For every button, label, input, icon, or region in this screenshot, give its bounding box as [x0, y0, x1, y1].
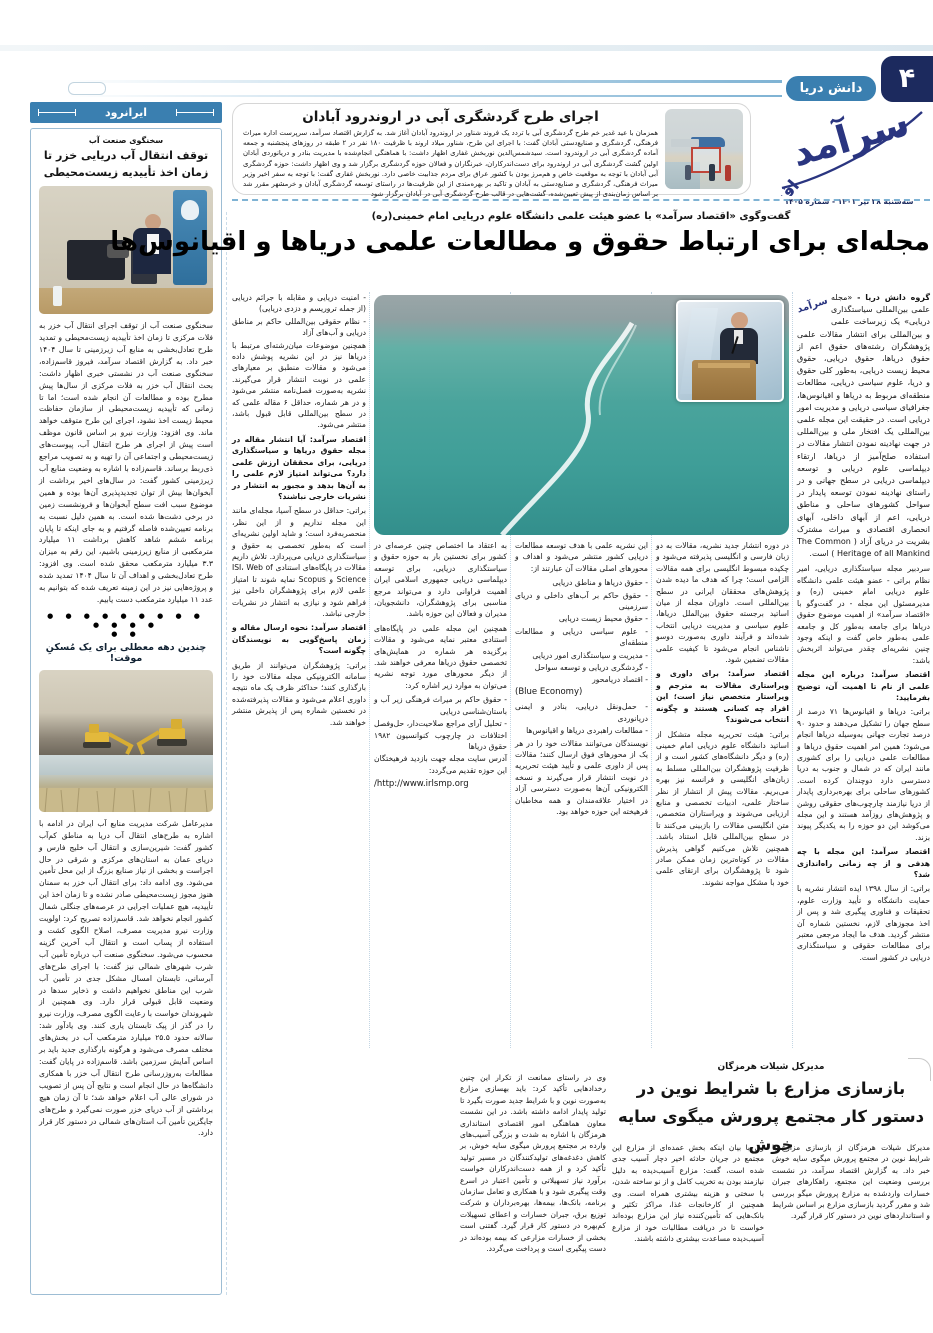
header-ornament-left — [38, 112, 76, 113]
body-paragraph: - حقوق حاکم بر میراث فرهنگی زیر آب و باستان‌شناسی دریایی — [374, 695, 507, 716]
interview-column-3 — [515, 540, 648, 1048]
body-paragraph: براتی: از سال ۱۳۹۸ ایده انتشار نشریه با حمایت دانشگاه و تأیید وزارت علوم، تحقیقات و فناوری پیگیری شد و پس از اخذ مجوزهای لازم، نخستین شماره آن منتشر گردید. هدف ما ایجاد مرجعی معتبر برای مطالعات حقوقی و سیاستگذاری دریایی در کشور است. — [797, 884, 930, 962]
top-article — [232, 103, 751, 199]
sidebar-kicker: سخنگوی صنعت آب — [88, 136, 164, 145]
shrimp-kicker: مدیرکل شیلات هرمزگان — [717, 1062, 825, 1072]
podium-top — [698, 363, 750, 368]
top-article-body: همزمان با عید غدیر خم طرح گردشگری آبی با تردد یک فروند شناور در اروندرود آبادان آغاز شد. به گزارش اقتصاد سرآمد، سرپرست اداره میراث فرهنگی، گردشگری و صنایع‌دستی آبادان گفت: با اجرای این طرح، شناور میلاد اروند با ظرفیت ۱۸۰ نفر در ۲ طبقه در روزهای پنجشنبه و جمعه آماده گردشگری آبی در اروندرود است. سیدشمس‌الدین نوربخش غفاری اظهار داشت: با هماهنگی انجام‌شده با مدیریت بنادر و دریانوردی آبادان اولین گشت گردشگری آبی در اروندرود برای دست‌اندرکاران، خبرنگاران و فعالان حوزه گردشگری برگزار شد و وی اظهار داشت: حوزه گردشگری آبی آبادان با توجه به موقعیت خاص و هم‌مرز بودن با کشور عراق برای مردم جذابیت خاصی دارد. نوربخش غفاری گفت: با توجه به سفر اخیر وزیر میراث فرهنگی، گردشگری و صنایع‌دستی به آبادان و تاکید بر بهره‌مندی از این ظرفیت‌ها در راستای توسعه گردشگری آبادان و خرمشهر مقرر شد بر اساس زمان‌بندی از پیش تعیین‌شده، گشت‌هایی در قالب طرح گردشگری آبی در آبادان برگزار شود — [243, 129, 658, 199]
body-paragraph: (Blue Economy) — [515, 686, 583, 697]
sidebar-section-header — [30, 102, 222, 123]
body-paragraph: - گردشگری دریایی و توسعه سواحل — [534, 663, 648, 673]
body-paragraph: براتی: دریاها و اقیانوس‌ها ۷۱ درصد از سطح جهان را تشکیل می‌دهند و حدود ۹۰ درصد تجارت جهانی به‌وسیله دریاها انجام می‌شود؛ همین امر اهمیت حقوق دریاها و مطالعات علمی دریایی را برای کشوری مانند ایران که در شمال و جنوب به دریا دسترسی دارد دوچندان کرده است. کشورهای ساحلی برای بهره‌برداری پایدار از دریا نیازمند چارچوب‌های حقوقی روشن و پژوهش‌های روزآمد هستند و این مجله می‌کوشد این دو حوزه را به یکدیگر پیوند بزند. — [797, 707, 930, 842]
water-bottle — [53, 286, 62, 306]
sidebar-body-1: سخنگوی صنعت آب از توقف اجرای انتقال آب خزر به فلات مرکزی تا زمان اخذ تأییدیه زیست‌محیطی و تمدید طرح تعادل‌بخشی به منابع آب زیرزمینی تا سال ۱۴۰۴ خبر داد. به گزارش اقتصاد سرآمد، فیروز قاسم‌زاده، سخنگوی صنعت آب در نشستی خبری اظهار داشت: بحث انتقال آب خزر به فلات مرکزی از سال‌ها پیش مطرح بوده و مطالعات آن انجام شده است؛ اما تا زمانی که تأییدیه زیست‌محیطی از سازمان حفاظت محیط زیست اخذ نشود، اجرای این طرح متوقف خواهد ماند. وی افزود: وزارت نیرو بر اساس قانون موظف است پیش از اجرای هر طرح انتقال آب، پیوست‌های زیست‌محیطی و اجتماعی آن را تهیه و به تصویب مراجع ذی‌ربط برساند. قاسم‌زاده با اشاره به وضعیت منابع آب زیرزمینی کشور گفت: در سال‌های اخیر برداشت از آبخوان‌ها بیش از توان تجدیدپذیری آن‌ها بوده و همین موضوع سبب افت سطح آبخوان‌ها و فرونشست زمین در برخی دشت‌ها شده است. به همین دلیل نسبت به برنامه تعیین‌شده فاصله گرفتیم و به جای اینکه تا پایان برنامه ششم شاهد کاهش برداشت ۱۱ میلیارد مترمکعبی از منابع زیرزمینی باشیم، این رقم به میزان ۳.۳ میلیارد مترمکعب محقق شده است. وی افزود: طرح تعادل‌بخشی و اهداف آن تا سال ۱۴۰۴ تمدید شده و پروژه‌هایی نیز در این زمینه تعریف شده که بتوانیم به عدد ۱۱ میلیارد مترمکعب دست یابیم. — [39, 321, 213, 604]
header-rule-top-line — [66, 80, 782, 83]
interview-column-4 — [374, 540, 507, 1048]
shrimp-column-side: وی در راستای ممانعت از تکرار این چنین رخدادهایی تأکید کرد: باید بهسازی مزارع به‌صورت نوین و با شرایط جدید صورت بگیرد تا تولید پایدار ادامه داشته باشد. در این نشست معاون هماهنگی امور اقتصادی استانداری هرمزگان با اشاره به شدت و بزرگی آسیب‌های وارده بر مجتمع پرورش میگوی سایه خوش، بر کاهش دغدغه‌های تولیدکنندگان در مسیر تولید تأکید کرد و از همه دست‌اندرکاران خواست برآورد نیاز تسهیلاتی و تأمین اعتبار در اسرع وقت پیگیری شود و با همکاری و تعامل سازمان برنامه، بانک‌ها، بیمه‌ها، بهره‌برداران و شرکت توزیع برق، جبران خسارات و اعطای تسهیلات کم‌بهره در دستور کار قرار گیرد. گفتنی است بخشی از خسارات مزارعی که بیمه بوده‌اند در دست پیگیری است و پرداخت می‌گردد. — [460, 1073, 606, 1254]
body-paragraph: - نظام حقوقی بین‌المللی حاکم بر مناطق دریایی و آب‌های آزاد — [232, 316, 366, 338]
dots-row-1: ● ● ● ● ● ● ● ● ● ● ● ● ● — [47, 611, 205, 629]
body-paragraph: به اعتقاد ما اختصاص چنین عرصه‌ای در کشور برای نخستین بار به حوزه حقوق و سیاستگذاری دریایی، برای توسعه دیپلماسی دریایی جمهوری اسلامی ایران اهمیت فراوانی دارد و می‌تواند مرجع مناسبی برای پژوهشگران، دانشجویان، مدیران و فعالان این حوزه باشد. — [374, 541, 507, 619]
body-paragraph: - حقوق حاکم بر آب‌های داخلی و دریای سرزمینی — [515, 590, 648, 612]
svg-text:سرآمد: سرآمد — [786, 99, 914, 176]
page-number: ۴ — [881, 56, 933, 102]
dateline: سه‌شنبه ۲۸ تیر ۱۴۰۱ - شماره ۱۴۰۵ — [784, 197, 914, 206]
masthead-calligraphy — [770, 98, 930, 196]
header-ornament-right — [176, 112, 214, 113]
sidebar-headline: توقف انتقال آب دریایی خزر تا زمان اخذ تأییدیه زیست‌محیطی — [43, 149, 209, 180]
body-paragraph: اقتصاد سرآمد: درباره این مجله علمی از نام تا اهمیت آن، توضیح بفرمایید: — [797, 670, 930, 702]
body-paragraph: - علوم سیاسی دریایی و مطالعات منطقه‌ای — [515, 626, 648, 648]
body-paragraph: این نشریه علمی با هدف توسعه مطالعات دریایی کشور منتشر می‌شود و اهداف و محورهای اصلی مقالات آن عبارتند از: — [515, 541, 648, 573]
body-paragraph: براتی: حداقل در سطح آسیا، مجله‌ای مانند این مجله نداریم و از این نظر، منحصربه‌فرد است؛ و شاید اولین نشریه‌ای است که به‌طور تخصصی به حقوق و سیاستگذاری دریایی می‌پردازد. تلاش داریم مقالات در پایگاه‌های استنادی ISI، Web of Science و Scopus نمایه شوند تا امتیاز علمی لازم برای پژوهشگران داخلی نیز فراهم شود و نیازی به انتشار در نشریات خارجی نباشد. — [232, 506, 367, 618]
masthead-logo — [770, 98, 930, 196]
interview-column-2 — [656, 540, 789, 1048]
sidebar-body-2: مدیرعامل شرکت مدیریت منابع آب ایران در ادامه با اشاره به طرح‌های انتقال آب دریا به مناطق کم‌آب کشور گفت: شیرین‌سازی و انتقال آب خلیج فارس و دریای عمان به استان‌های مرکزی و شرقی در حال اجراست و بخشی از نیاز صنایع بزرگ از این محل تأمین می‌شود. وی ادامه داد: برای انتقال آب خزر به سمنان هنوز مجوز زیست‌محیطی صادر نشده و تا زمان اخذ این تأییدیه، هیچ عملیات اجرایی در عرصه‌های جنگلی شمال کشور انجام نخواهد شد. قاسم‌زاده تصریح کرد: اولویت وزارت نیرو مدیریت مصرف، اصلاح الگوی کشت و استفاده از پساب است و انتقال آب آخرین گزینه محسوب می‌شود. سخنگوی صنعت آب درباره تأمین آب شرب شهرهای شمالی نیز گفت: با اجرای طرح‌های آبرسانی، تابستان امسال مشکل جدی در تأمین آب شرب این مناطق نخواهیم داشت و ذخایر سدها در وضعیت قابل قبولی قرار دارد. وی همچنین از شهروندان خواست با رعایت الگوی مصرف، وزارت نیرو را در گذر از پیک تابستان یاری کنند. وی یادآور شد: سالانه حدود ۲۵.۵ میلیارد مترمکعب آب در بخش‌های مختلف مصرف می‌شود و هرگونه بارگذاری جدید باید بر اساس آمایش سرزمین باشد. قاسم‌زاده در پایان گفت: مطالعات به‌روزرسانی طرح انتقال آب خزر با همکاری دانشگاه‌ها در حال انجام است و نتایج آن پس از تصویب در شورای عالی آب اعلام خواهد شد؛ تا آن زمان هیچ برداشتی از آب دریای خزر صورت نمی‌گیرد و طرح‌های جایگزین تأمین آب استان‌های شمالی در دستور کار قرار دارد. — [39, 818, 213, 1138]
header-band — [0, 45, 933, 51]
person-dark-2 — [685, 165, 691, 180]
body-paragraph: /http://www.irlsmp.org — [374, 779, 469, 790]
body-paragraph: براتی: پژوهشگران می‌توانند از طریق سامانه الکترونیکی مجله مقالات خود را بارگذاری کنند؛ حداکثر ظرف یک ماه نتیجه داوری اعلام می‌شود و مقالات پذیرفته‌شده در نخستین شماره پس از پذیرش منتشر خواهند شد. — [232, 660, 366, 727]
body-paragraph: - امنیت دریایی و مقابله با جرائم دریایی (از جمله تروریسم و دزدی دریایی) — [232, 293, 366, 314]
sidebar-section-title: ایرانرود — [105, 106, 147, 119]
interview-kicker: گفت‌وگوی «اقتصاد سرآمد» با عضو هیئت علمی دانشگاه علوم دریایی امام خمینی(ره) — [371, 211, 791, 222]
body-paragraph: - حقوق دریاها و مناطق دریایی — [552, 578, 648, 588]
canopy-frame — [691, 147, 721, 173]
body-paragraph: اقتصاد سرآمد: نحوه ارسال مقاله و زمان پاسخ‌گویی به نویسندگان چگونه است؟ — [232, 623, 366, 656]
speaker-head — [731, 312, 748, 329]
excavator-shapes — [39, 670, 213, 812]
interview-column-5 — [232, 292, 366, 1048]
lead-logo-mark — [797, 292, 827, 316]
body-paragraph: گروه دانش دریا - «مجله علمی بین‌المللی سیاستگذاری دریایی» یک زیرساخت علمی و بین‌المللی برای انتشار مقالات علمی پژوهشگران رشته‌های حقوق اعم از حقوق دریاها، حقوق دریایی، حقوق محیط زیست دریایی، به‌طور کلی حقوق و دریا، علوم سیاسی دریایی، مطالعات منطقه‌ای مربوط به دریاها و اقیانوس‌ها، جغرافیای سیاسی دریایی و مدیریت امور دریایی است. در حقیقت این مجله علمی بین‌المللی یک افتخار ملی و بین‌المللی در جهت نهادینه نمودن انتشار مقالات در استفاده صلح‌آمیز از دریاها، ارتقاء دیپلماسی علوم دریایی و توسعه دیپلماسی دریایی در سطح جهانی و در راستای نهادینه نمودن توسعه پایدار در سواحل کشورهای ساحلی و مناطق دریایی، اعم از آبهای داخلی، آبهای انحصاری اقتصادی و میراث مشترک بشریت در دریای آزاد ( The Common Heritage of all Mankind ) است. — [797, 293, 931, 559]
dots-separator — [39, 612, 213, 639]
body-paragraph: - اقتصاد دریامحور — [592, 675, 648, 685]
header-rule-bottom-line — [66, 95, 782, 98]
sidebar-article — [30, 128, 222, 1295]
speaker-inset-photo — [676, 300, 784, 402]
body-paragraph: - مدیریت و سیاستگذاری امور دریایی — [532, 650, 648, 660]
column-rule-1 — [369, 292, 370, 1048]
body-paragraph: نویسندگان می‌توانند مقالات خود را در هر یک از محورهای فوق ارسال کنند؛ مقالات پس از داوری علمی و تأیید هیئت تحریریه در نوبت انتشار قرار می‌گیرند و نسخه الکترونیکی آن‌ها به‌صورت دسترسی آزاد در اختیار علاقه‌مندان و همه مخاطبان فرهیخته این حوزه خواهد بود. — [515, 738, 648, 816]
shrimp-column-mid: وی با بیان اینکه بخش عمده‌ای از مزارع این مجتمع در جریان حادثه اخیر دچار آسیب جدی شده است، گفت: مزارع آسیب‌دیده به دلیل نیازمند بودن به تخریب کامل و از نو ساخته شدن، با سختی و هزینه بیشتری همراه است. وی همچنین از کارخانجات غذا، مراکز تکثیر و بانک‌هایی که تأمین‌کننده نیاز این مزارع بوده‌اند خواست تا در دریافت مطالبات خود از مزارع آسیب‌دیده مساعدت بیشتری داشته باشند. — [612, 1143, 764, 1244]
column-divider — [226, 212, 227, 1295]
header-rule-cap — [68, 82, 106, 95]
arvand-tourism-photo — [665, 109, 743, 189]
shrimp-headline: بازسازی مزارع با شرایط نوین در دستور کار مجتمع پرورش میگوی سایه خوش — [617, 1079, 925, 1155]
body-paragraph: اقتصاد سرآمد: این مجله با چه هدفی و از چه زمانی راه‌اندازی شد؟ — [797, 847, 930, 880]
body-paragraph: - تحلیل آرای مراجع صلاحیت‌دار، حل‌وفصل اختلافات در چارچوب کنوانسیون ۱۹۸۲ حقوق دریاها — [374, 719, 507, 751]
interview-column-1 — [797, 292, 930, 1048]
dashed-separator — [232, 199, 930, 201]
pier-railing — [671, 139, 699, 147]
body-paragraph: - مطالعات راهبردی دریاها و اقیانوس‌ها — [526, 726, 648, 736]
body-paragraph: براتی: هیئت تحریریه مجله متشکل از اساتید دانشگاه علوم دریایی امام خمینی (ره) و دیگر دانشگاه‌های کشور است و از ظرفیت پژوهشگران بین‌المللی مسلط به زبان‌های انگلیسی و فرانسه نیز بهره می‌بریم. مقالات پیش از انتشار از نظر ساختار علمی، ادبیات تخصصی و منابع ارزیابی می‌شوند و ویراستاران متخصص، متن انگلیسی مقالات را بازبینی می‌کنند تا در سطح بین‌المللی قابل استناد باشد. همچنین تلاش می‌کنیم گواهی پذیرش مقالات در کوتاه‌ترین زمان ممکن صادر شود تا پژوهشگران برای ارتقای علمی خود با مشکل مواجه نشوند. — [656, 729, 789, 887]
interview-headline: مجله‌ای برای ارتباط حقوق و مطالعات علمی دریاها و اقیانوس‌ها — [110, 227, 930, 257]
body-paragraph: اقتصاد سرآمد: آیا انتشار مقاله در مجله حقوق دریاها و سیاستگذاری دریایی، برای محققان ارزش علمی دارد؟ می‌تواند امتیاز لازم علمی را به آن‌ها بدهد و مجبور به انتشار در نشریات خارجی نباشند؟ — [232, 434, 366, 501]
body-paragraph: همچنین موضوعات میان‌رشته‌ای مرتبط با دریاها نیز در این نشریه پوشش داده می‌شود و مقالات منطبق بر معیارهای علمی در نوبت انتشار قرار می‌گیرند. نشریه به‌صورت فصل‌نامه منتشر می‌شود و در هر شماره، حداقل ۶ مقاله علمی که در سطح بین‌المللی قابل قبول باشد، منتشر می‌شود. — [232, 340, 366, 430]
body-paragraph: سردبیر مجله سیاستگذاری دریایی، امیر نظام براتی - عضو هیئت علمی دانشگاه علوم دریایی امام خمینی (ره) و مدیرمسئول این مجله - در گفت‌وگو با «اقتصاد سرآمد» از اهمیت موضوع حقوق دریاها برای جامعه به‌طور کل و جامعه علمی به‌طور خاص گفت و اینکه وجود چنین نشریه‌ای چقدر می‌تواند اثربخش باشد: — [797, 564, 930, 665]
person-red — [725, 165, 731, 181]
body-paragraph: همچنین این مجله علمی در پایگاه‌های استنادی معتبر نمایه می‌شود و مقالات برگزیده هر شماره در همایش‌های تخصصی حقوق دریاها معرفی خواهند شد. از دیگر محورهای مورد توجه نشریه می‌توان به موارد زیر اشاره کرد: — [374, 623, 507, 690]
header-rule — [66, 80, 782, 97]
shrimp-column-lead: مدیرکل شیلات هرمزگان از بازسازی مزارع با شرایط نوین در مجتمع پرورش میگوی سایه خوش خبر داد. به گزارش اقتصاد سرآمد، در نشست بررسی وضعیت این مجتمع، راهکارهای جبران خسارات واردشده به مزارع پرورش میگو بررسی شد و مقرر گردید بازسازی مزارع بر اساس شرایط و استانداردهای نوین در دستور کار قرار گیرد. — [772, 1143, 930, 1221]
dots-row-2: ● ● — [111, 629, 141, 638]
svg-text:سرآمد: سرآمد — [797, 295, 827, 316]
body-paragraph: آدرس سایت مجله جهت بازدید فرهیختگان این حوزه تقدیم می‌گردد: — [374, 754, 507, 775]
desk — [39, 288, 213, 314]
section-badge: دانش دریا — [786, 76, 876, 101]
sidebar-subhead: چندین دهه معطلی برای یک مُسکنِ موقت! — [45, 641, 207, 664]
body-paragraph: - حمل‌ونقل دریایی، بنادر و ایمنی دریانوردی — [515, 702, 648, 723]
column-rule-4 — [792, 292, 793, 1048]
body-paragraph: - حقوق محیط زیست دریایی — [558, 614, 648, 624]
svg-text:اقتصاد — [770, 176, 804, 196]
flag-emblem — [181, 200, 199, 220]
person-dark — [709, 164, 715, 181]
top-article-headline: اجرای طرح گردشگری آبی در اروندرود آبادان — [302, 109, 599, 125]
excavators-photo — [39, 670, 213, 812]
body-paragraph: اقتصاد سرآمد: برای داوری و ویراستاری مقالات به مترجم و ویراستار متخصص نیاز است؛ این افراد چه کسانی هستند و چگونه انتخاب می‌شوند؟ — [656, 669, 789, 725]
interview-photo — [374, 295, 789, 535]
body-paragraph: در دوره انتشار جدید نشریه، مقالات به دو زبان فارسی و انگلیسی پذیرفته می‌شود و چکیده مبسوط انگلیسی برای همه مقالات الزامی است؛ چرا که هدف ما دیده شدن پژوهش‌های محققان ایرانی در سطح بین‌المللی است. داوران مجله از میان اساتید برجسته حقوق بین‌الملل دریاها، علوم سیاسی و مدیریت دریایی انتخاب شده‌اند و فرآیند داوری به‌صورت دوسو ناشناس انجام می‌شود تا کیفیت علمی مقالات تضمین شود. — [656, 541, 789, 665]
